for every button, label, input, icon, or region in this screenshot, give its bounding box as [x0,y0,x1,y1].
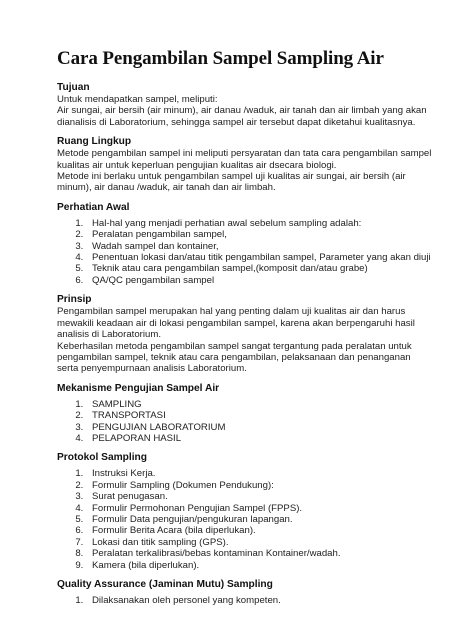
list-item: 8. Peralatan terkalibrasi/bebas kontaminan Kontainer/wadah. [86,548,440,559]
list-item: 6. Formulir Berita Acara (bila diperlukan). [86,525,440,536]
list-item: 2. Formulir Sampling (Dokumen Pendukung): [86,480,440,491]
numbered-list [57,468,440,571]
section-ruang-lingkup [57,136,440,194]
section-heading: Quality Assurance (Jaminan Mutu) Sampling [57,579,273,590]
list-item: 7. Lokasi dan titik sampling (GPS). [86,537,440,548]
section-heading: Perhatian Awal [57,201,130,213]
paragraph-line: kualitas air untuk keperluan pengujian kualitas air dsecara biologi. [57,159,337,171]
paragraph-line: pengambilan sampel, teknik atau cara pengambilan, pelaksanaan dan penanganan [57,351,411,363]
list-item: 5. Formulir Data pengujian/pengukuran lapangan. [86,514,440,525]
list-item: 2. Peralatan pengambilan sampel, [86,229,440,240]
section-heading: Mekanisme Pengujian Sampel Air [57,382,220,394]
list-item: 1. Hal-hal yang menjadi perhatian awal sebelum sampling adalah: [86,218,440,229]
list-item: 6. QA/QC pengambilan sampel [86,275,440,286]
section-prinsip [57,294,440,374]
numbered-list [57,218,440,286]
list-item: 4. Penentuan lokasi dan/atau titik pengambilan sampel, Parameter yang akan diuji [86,252,440,263]
document-title: Cara Pengambilan Sampel Sampling Air [57,48,384,69]
paragraph-line: serta penyempurnaan analisis Laboratorium. [57,363,247,375]
section-heading: Tujuan [57,82,90,93]
list-item: 1. Instruksi Kerja. [86,468,440,479]
numbered-list [57,399,440,445]
paragraph-line: Air sungai, air bersih (air minum), air danau /waduk, air tanah dan air limbah yang akan [57,105,427,117]
section-quality-assurance [57,579,440,606]
section-mekanisme [57,383,440,445]
paragraph-line: Keberhasilan metoda pengambilan sampel sangat tergantung pada peralatan untuk [57,340,412,352]
list-item: 4. PELAPORAN HASIL [86,433,440,444]
list-item: 5. Teknik atau cara pengambilan sampel,(komposit dan/atau grabe) [86,263,440,274]
paragraph-line: analisis di Laboratorium. [57,329,161,341]
numbered-list [57,595,440,606]
paragraph-line: minum), air danau /waduk, air tanah dan air limbah. [57,182,276,194]
list-item: 3. PENGUJIAN LABORATORIUM [86,422,440,433]
paragraph-line: Pengambilan sampel merupakan hal yang penting dalam uji kualitas air dan harus [57,306,406,318]
list-item: 1. Dilaksanakan oleh personel yang kompeten. [86,595,440,606]
section-perhatian-awal [57,202,440,286]
paragraph-line: Metode pengambilan sampel ini meliputi persyaratan dan tata cara pengambilan sampel [57,148,432,160]
paragraph-line: mewakili keadaan air di lokasi pengambilan sampel, karena akan berpengaruhi hasil [57,317,415,329]
paragraph-line: Untuk mendapatkan sampel, meliputi: [57,94,218,105]
paragraph-line: dianalisis di Laboratorium, sehingga sampel air tersebut dapat diketahui kualitasnya. [57,116,416,128]
section-protokol [57,452,440,571]
list-item: 9. Kamera (bila diperlukan). [86,560,440,571]
section-heading: Protokol Sampling [57,452,147,464]
section-heading: Ruang Lingkup [57,136,132,148]
section-heading: Prinsip [57,294,92,306]
list-item: 3. Surat penugasan. [86,491,440,502]
section-tujuan [57,82,440,128]
list-item: 2. TRANSPORTASI [86,410,440,421]
paragraph-line: Metode ini berlaku untuk pengambilan sampel uji kualitas air sungai, air bersih (air [57,171,406,183]
list-item: 4. Formulir Permohonan Pengujian Sampel (FPPS). [86,503,440,514]
list-item: 3. Wadah sampel dan kontainer, [86,241,440,252]
list-item: 1. SAMPLING [86,399,440,410]
